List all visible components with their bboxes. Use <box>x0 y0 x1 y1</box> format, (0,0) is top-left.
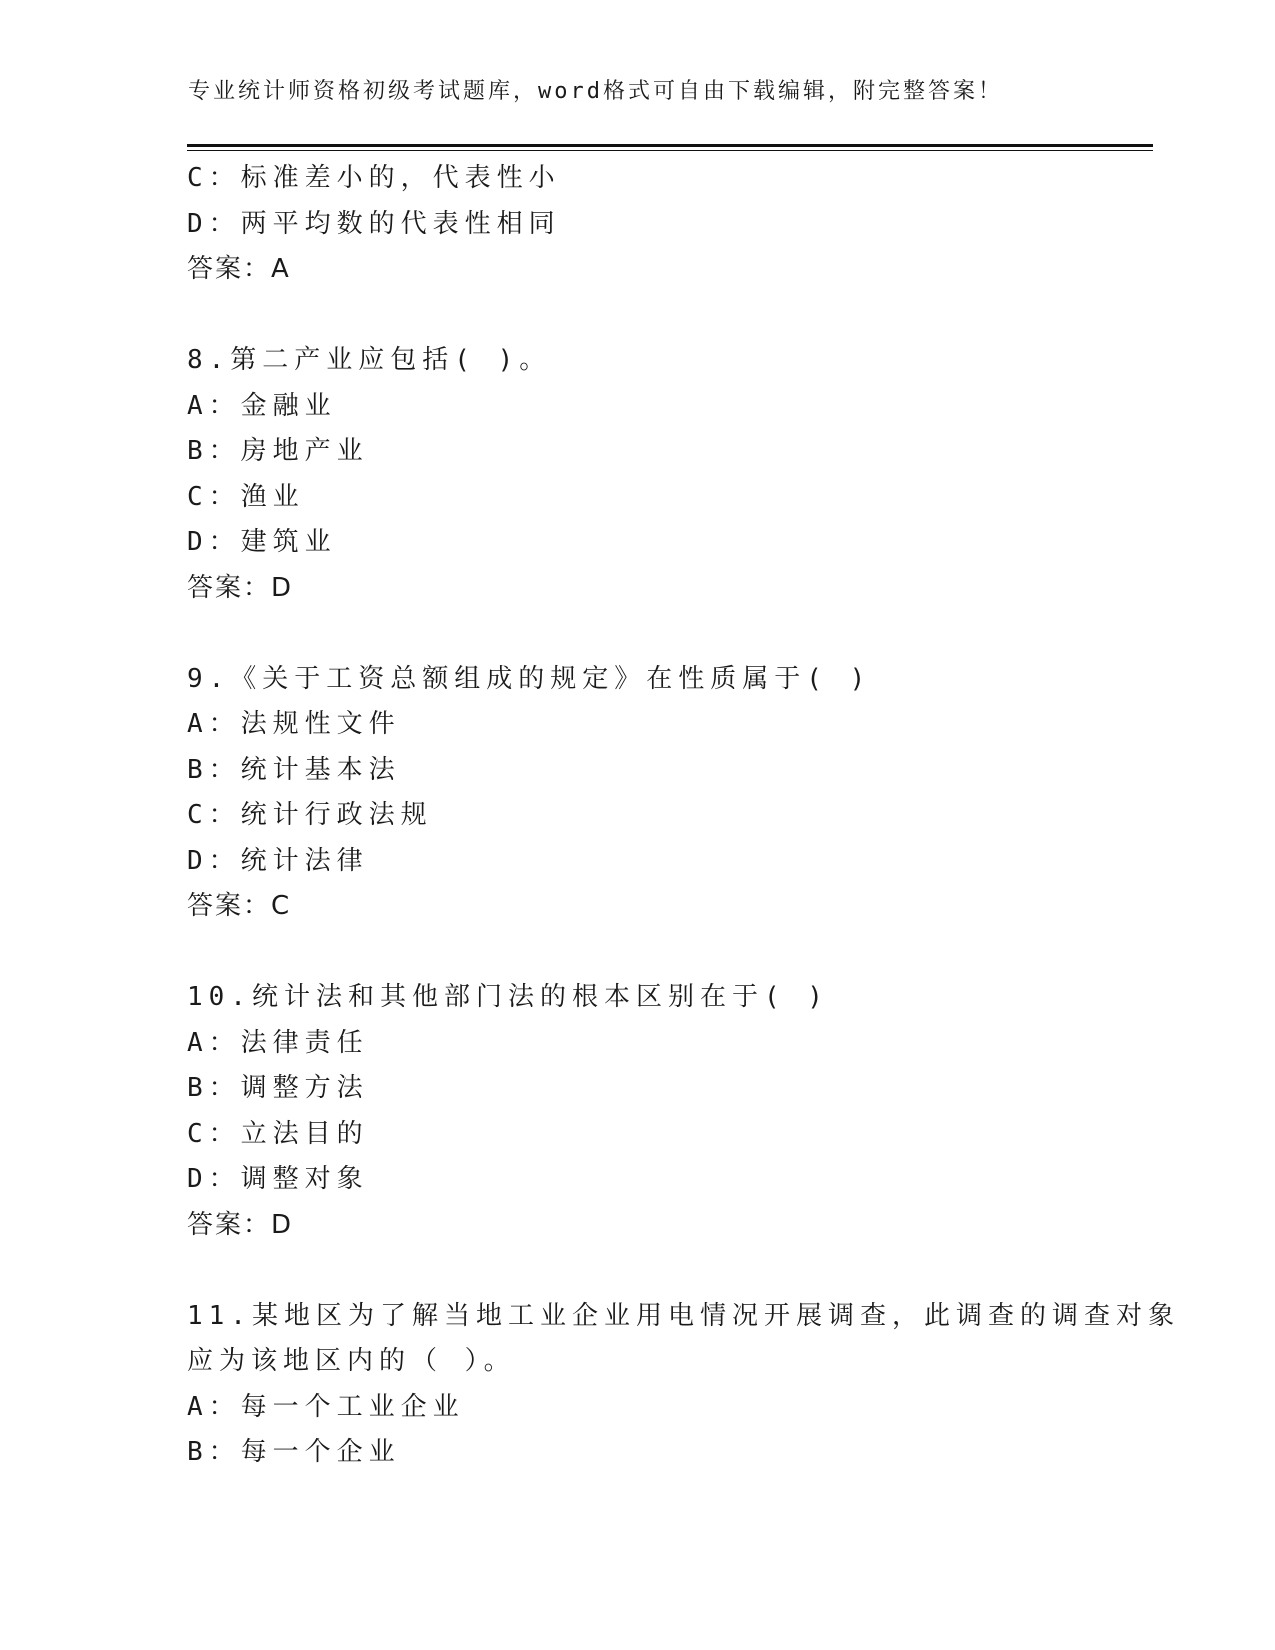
question-stem-line-1: 11.某地区为了解当地工业企业用电情况开展调查，此调查的调查对象 <box>187 1300 1180 1331</box>
option-a: A：法律责任 <box>187 1027 369 1058</box>
option-b: B：统计基本法 <box>187 754 401 785</box>
page-header: 专业统计师资格初级考试题库，word格式可自由下载编辑，附完整答案！ <box>188 79 1003 104</box>
option-a: A：金融业 <box>187 390 337 421</box>
option-c: C：立法目的 <box>187 1118 369 1149</box>
option-c: C：统计行政法规 <box>187 800 433 830</box>
header-rule-thick <box>187 144 1153 147</box>
question-stem-line-2: 应为该地区内的（ ）。 <box>187 1346 516 1376</box>
answer-line: 答案：C <box>187 891 292 921</box>
answer-line: 答案：D <box>187 572 294 603</box>
option-b: B：调整方法 <box>187 1073 369 1103</box>
option-d: D：调整对象 <box>187 1164 369 1194</box>
question-stem: 9.《关于工资总额组成的规定》在性质属于( ) <box>187 663 872 694</box>
option-a: A：每一个工业企业 <box>187 1391 465 1422</box>
option-a: A：法规性文件 <box>187 709 401 739</box>
question-stem: 10.统计法和其他部门法的根本区别在于( ) <box>187 982 829 1012</box>
answer-line: 答案：D <box>187 1209 294 1240</box>
option-b: B：房地产业 <box>187 436 369 466</box>
option-c: C：标准差小的，代表性小 <box>187 163 561 193</box>
header-rule-thin <box>187 150 1153 151</box>
question-content <box>187 156 1180 1476</box>
answer-line: 答案：A <box>187 254 291 284</box>
option-d: D：统计法律 <box>187 845 369 876</box>
option-c: C：渔业 <box>187 481 305 512</box>
option-d: D：建筑业 <box>187 527 337 557</box>
option-d: D：两平均数的代表性相同 <box>187 208 561 239</box>
option-b: B：每一个企业 <box>187 1437 401 1467</box>
question-stem: 8.第二产业应包括( )。 <box>187 345 552 375</box>
